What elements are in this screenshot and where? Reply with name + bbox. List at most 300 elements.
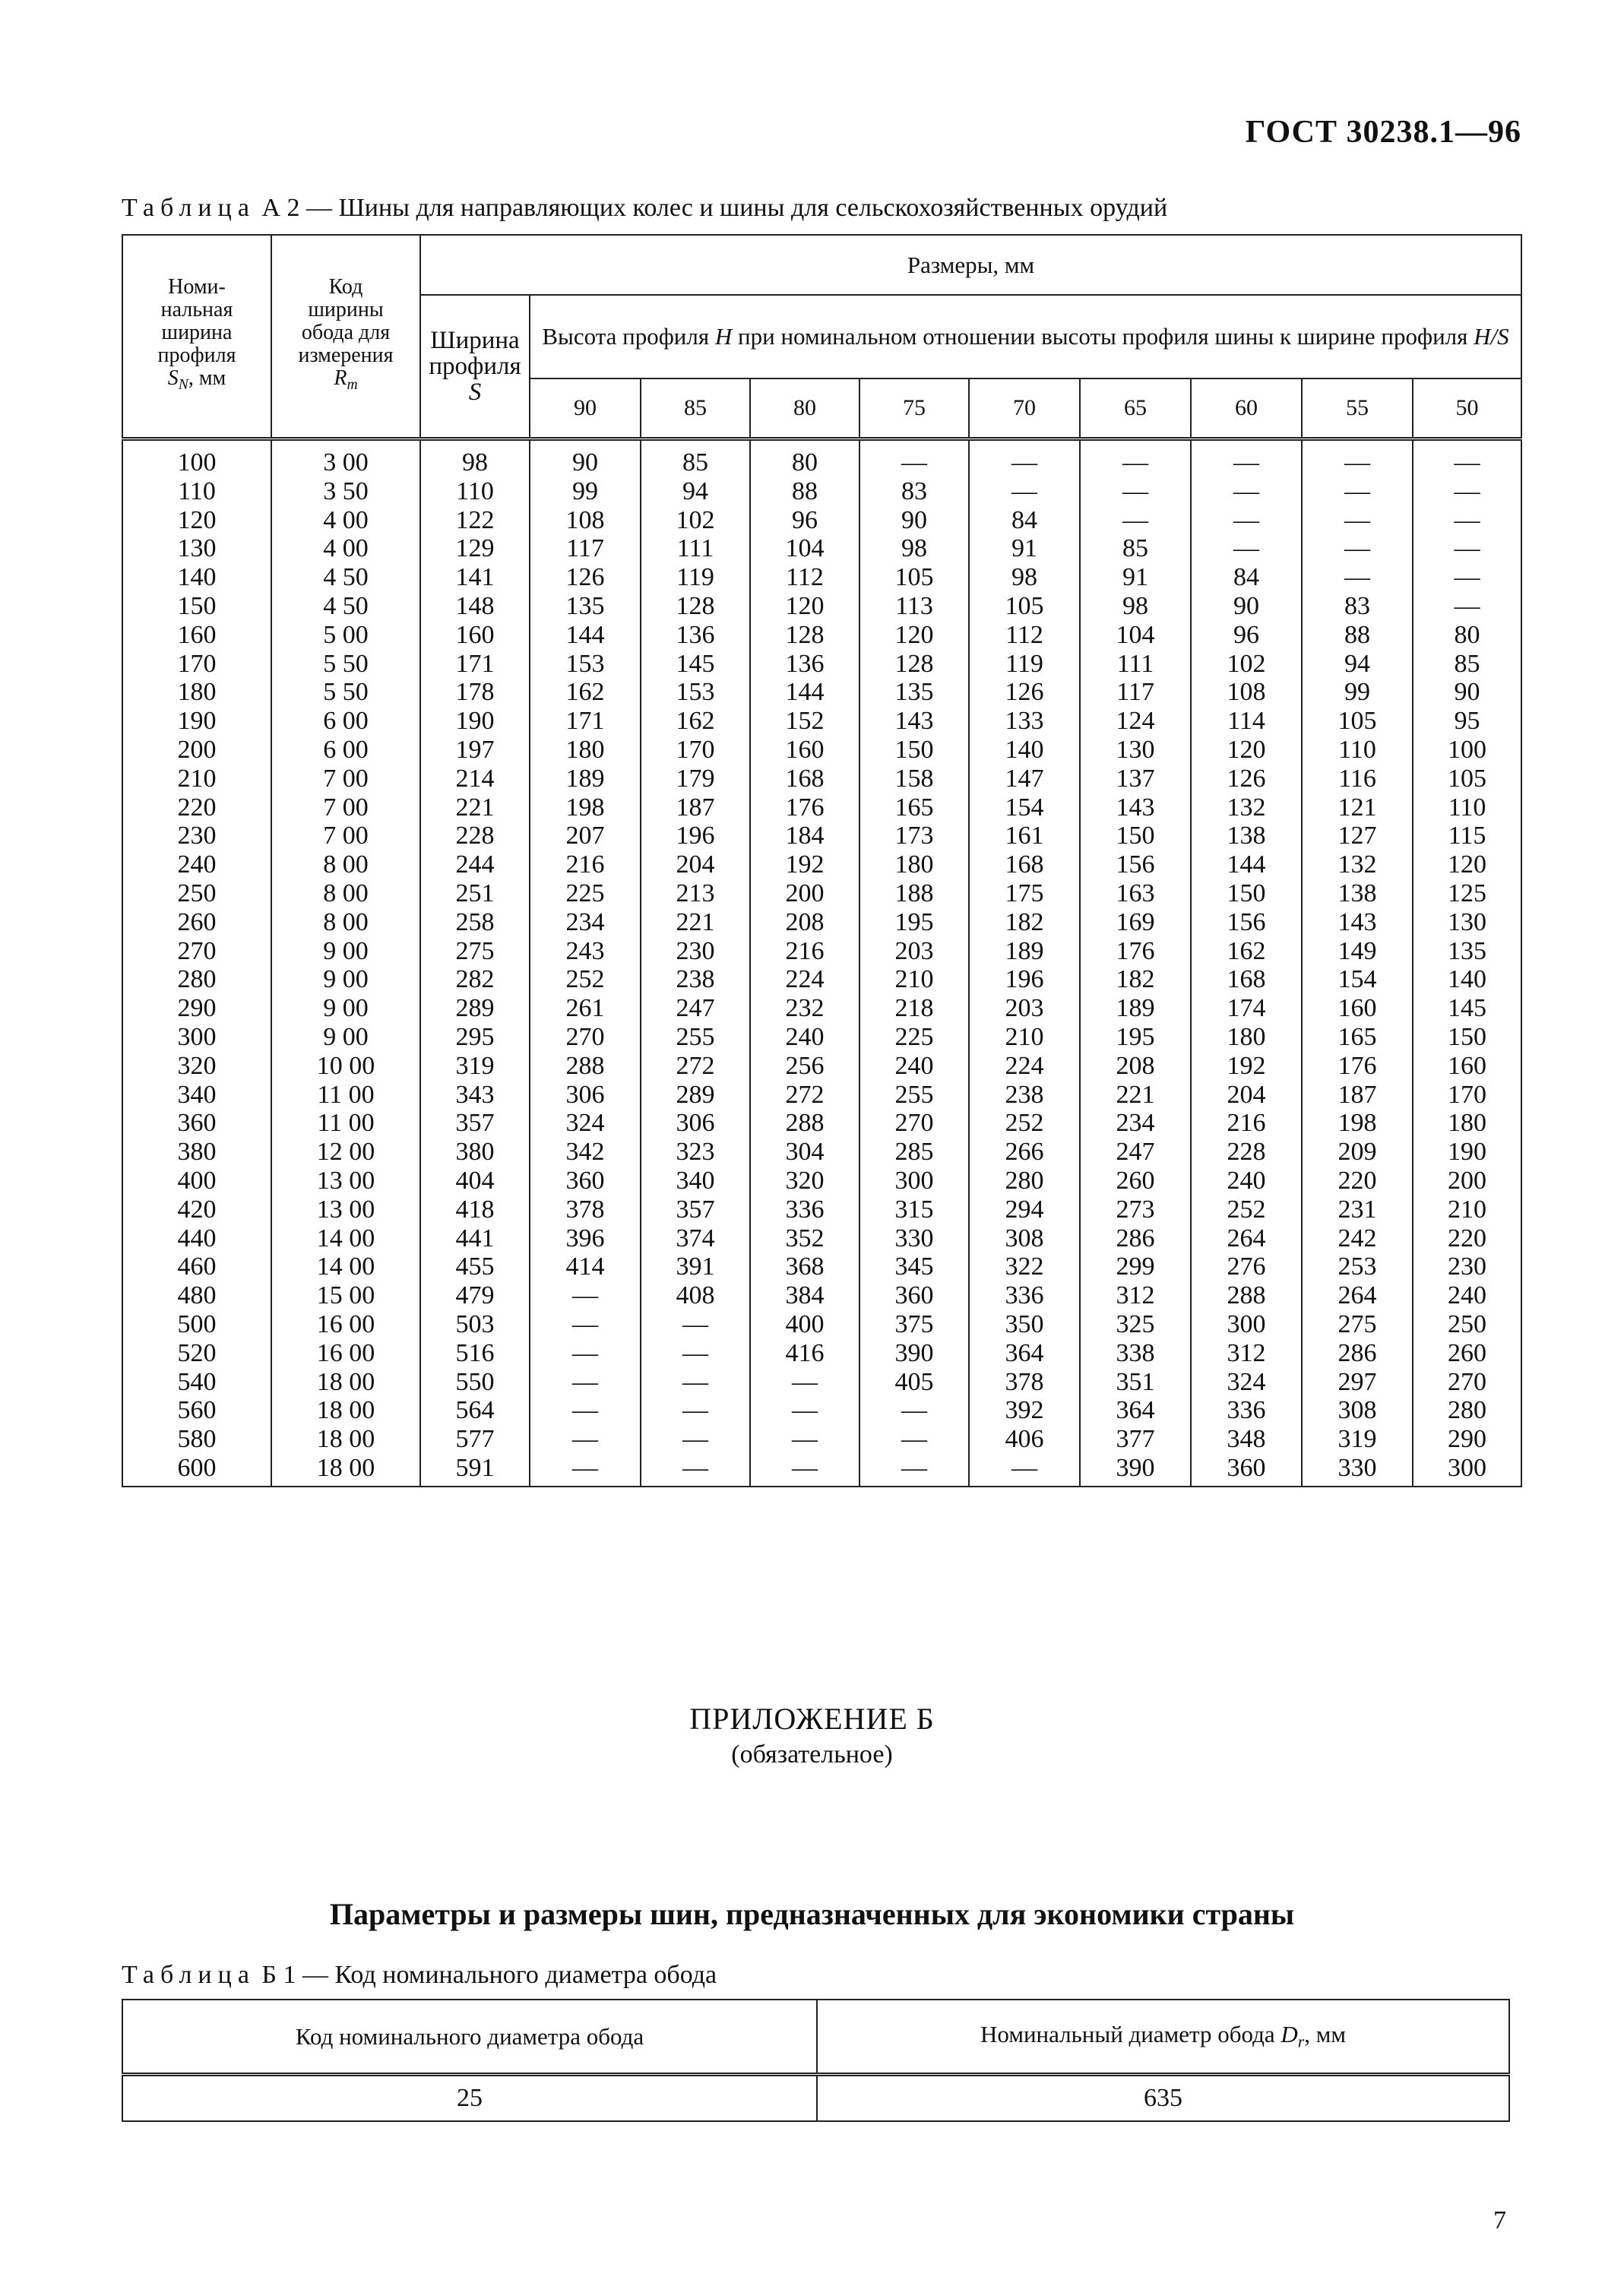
table-cell: 105 — [1302, 707, 1413, 736]
table-cell: 80 — [750, 439, 859, 477]
table-cell: 208 — [1080, 1052, 1191, 1081]
table-cell: 392 — [969, 1396, 1080, 1425]
table-cell: 360 — [1191, 1454, 1302, 1487]
table-cell: 228 — [420, 822, 530, 850]
table-cell: 520 — [122, 1339, 271, 1368]
table-cell: 143 — [1302, 908, 1413, 937]
table-cell: 163 — [1080, 879, 1191, 908]
subscript-m: m — [347, 376, 358, 393]
table-cell: 324 — [530, 1109, 641, 1138]
table-cell: 9 00 — [271, 937, 420, 966]
table-cell: 230 — [122, 822, 271, 850]
table-cell: 190 — [420, 707, 530, 736]
table-cell: 266 — [969, 1138, 1080, 1167]
table-cell: 577 — [420, 1425, 530, 1454]
table-cell: 378 — [530, 1195, 641, 1224]
table-cell: 110 — [1413, 793, 1521, 822]
table-cell: 90 — [859, 506, 969, 535]
table-cell: 8 00 — [271, 850, 420, 879]
table-cell: 154 — [1302, 965, 1413, 994]
table-cell: — — [1413, 534, 1521, 563]
table-cell: 244 — [420, 850, 530, 879]
table-cell: 300 — [1413, 1454, 1521, 1487]
table-cell: 161 — [969, 822, 1080, 850]
table-cell: 336 — [1191, 1396, 1302, 1425]
table-cell: 128 — [750, 621, 859, 650]
table-cell: 150 — [1080, 822, 1191, 850]
table-cell: 315 — [859, 1195, 969, 1224]
table-cell: 115 — [1413, 822, 1521, 850]
table-cell: 290 — [122, 994, 271, 1023]
table-cell: 182 — [1080, 965, 1191, 994]
table-cell: 147 — [969, 765, 1080, 793]
table-cell: 336 — [969, 1281, 1080, 1310]
table-cell: 11 00 — [271, 1081, 420, 1110]
table-cell: 360 — [530, 1167, 641, 1195]
table-row — [122, 1252, 1521, 1281]
page-number: 7 — [1493, 2206, 1506, 2234]
table-cell: 90 — [1191, 592, 1302, 621]
table-cell: 102 — [641, 506, 750, 535]
table-cell: 234 — [1080, 1109, 1191, 1138]
symbol-ratio: H/S — [1474, 323, 1509, 350]
table-cell: 197 — [420, 736, 530, 765]
table-cell: 368 — [750, 1252, 859, 1281]
table-cell: 479 — [420, 1281, 530, 1310]
table-cell: 330 — [1302, 1454, 1413, 1487]
table-cell: 9 00 — [271, 1023, 420, 1052]
table-cell: 150 — [122, 592, 271, 621]
appendix-title: ПРИЛОЖЕНИЕ Б — [689, 1702, 935, 1736]
table-row — [122, 822, 1521, 850]
table-row — [122, 1195, 1521, 1224]
table-row — [122, 477, 1521, 506]
table-cell: 83 — [1302, 592, 1413, 621]
table-cell: 158 — [859, 765, 969, 793]
table-cell: 8 00 — [271, 879, 420, 908]
table-cell: 221 — [1080, 1081, 1191, 1110]
table-cell: 7 00 — [271, 793, 420, 822]
section-title: Параметры и размеры шин, предназначенных для экономики страны — [329, 1897, 1295, 1931]
table-cell: 4 50 — [271, 592, 420, 621]
table-cell: 16 00 — [271, 1310, 420, 1339]
table-cell: 272 — [750, 1081, 859, 1110]
table-cell: 126 — [1191, 765, 1302, 793]
table-cell: 252 — [1191, 1195, 1302, 1224]
table-cell: 210 — [122, 765, 271, 793]
table-cell: 260 — [1413, 1339, 1521, 1368]
table-cell: 168 — [750, 765, 859, 793]
table-cell: 10 00 — [271, 1052, 420, 1081]
table-cell: 350 — [969, 1310, 1080, 1339]
table-cell: — — [969, 439, 1080, 477]
table-cell: — — [1413, 477, 1521, 506]
table-cell: 306 — [641, 1109, 750, 1138]
table-cell: 110 — [1302, 736, 1413, 765]
table-cell: 250 — [1413, 1310, 1521, 1339]
table-cell: 247 — [1080, 1138, 1191, 1167]
table-cell: 216 — [750, 937, 859, 966]
table-cell: 104 — [750, 534, 859, 563]
table-cell: — — [750, 1396, 859, 1425]
table-cell: 272 — [641, 1052, 750, 1081]
table-cell: — — [530, 1339, 641, 1368]
table-cell: 119 — [641, 563, 750, 592]
table-cell: 132 — [1191, 793, 1302, 822]
table-cell: 340 — [641, 1167, 750, 1195]
table-cell: 273 — [1080, 1195, 1191, 1224]
table-cell: 261 — [530, 994, 641, 1023]
table-row — [122, 1224, 1521, 1253]
header-rim-diameter — [817, 2000, 1509, 2075]
table-cell: 319 — [1302, 1425, 1413, 1454]
table-cell: 280 — [1413, 1396, 1521, 1425]
table-cell: 144 — [750, 678, 859, 707]
table-cell: 85 — [641, 439, 750, 477]
table-cell: 144 — [530, 621, 641, 650]
table-cell: 112 — [750, 563, 859, 592]
table-cell: 98 — [420, 439, 530, 477]
table-cell: — — [641, 1368, 750, 1397]
table-cell: 408 — [641, 1281, 750, 1310]
table-cell: — — [859, 439, 969, 477]
table-cell: 120 — [122, 506, 271, 535]
table-cell: 90 — [530, 439, 641, 477]
table-cell: 560 — [122, 1396, 271, 1425]
table-cell: 312 — [1080, 1281, 1191, 1310]
table-cell: — — [859, 1454, 969, 1487]
ratio-header-cell: 55 — [1302, 378, 1413, 439]
table-row — [122, 506, 1521, 535]
table-cell: 255 — [859, 1081, 969, 1110]
table-cell: 253 — [1302, 1252, 1413, 1281]
header-rim-diameter-code: Код номинального диаметра обода — [122, 2000, 817, 2075]
table-cell: — — [530, 1368, 641, 1397]
table-cell: 176 — [750, 793, 859, 822]
table-cell: 160 — [1302, 994, 1413, 1023]
table-cell: 320 — [122, 1052, 271, 1081]
table-cell: — — [969, 477, 1080, 506]
table-cell: 192 — [750, 850, 859, 879]
table-cell: 240 — [122, 850, 271, 879]
table-cell: 230 — [1413, 1252, 1521, 1281]
table-cell: 250 — [122, 879, 271, 908]
table-cell: 90 — [1413, 678, 1521, 707]
table-cell: 228 — [1191, 1138, 1302, 1167]
table-row — [122, 937, 1521, 966]
table-cell: 150 — [1413, 1023, 1521, 1052]
subscript-r: r — [1297, 2032, 1305, 2051]
table-cell: 88 — [1302, 621, 1413, 650]
table-a2 — [122, 234, 1522, 1487]
table-cell: 225 — [530, 879, 641, 908]
table-cell: — — [1080, 439, 1191, 477]
table-cell: 128 — [859, 650, 969, 679]
table-cell: 145 — [1413, 994, 1521, 1023]
header-rim-code — [271, 235, 420, 439]
table-cell: 210 — [969, 1023, 1080, 1052]
ratio-header-cell: 60 — [1191, 378, 1302, 439]
table-cell: 260 — [1080, 1167, 1191, 1195]
table-row — [122, 650, 1521, 679]
table-cell: 405 — [859, 1368, 969, 1397]
table-cell: 180 — [859, 850, 969, 879]
table-b1-caption-label: Таблица — [122, 1961, 255, 1989]
table-cell: 180 — [530, 736, 641, 765]
table-cell: 120 — [1413, 850, 1521, 879]
table-cell: 289 — [641, 1081, 750, 1110]
table-cell: 119 — [969, 650, 1080, 679]
symbol-r: R — [334, 366, 347, 391]
table-cell: — — [1302, 506, 1413, 535]
table-cell: 104 — [1080, 621, 1191, 650]
table-cell: 143 — [1080, 793, 1191, 822]
table-cell: — — [1191, 506, 1302, 535]
table-cell: 154 — [969, 793, 1080, 822]
table-cell: 300 — [859, 1167, 969, 1195]
table-row — [122, 994, 1521, 1023]
table-cell: 168 — [969, 850, 1080, 879]
table-row — [122, 765, 1521, 793]
table-cell: 285 — [859, 1138, 969, 1167]
table-cell: — — [1413, 439, 1521, 477]
table-cell: 4 50 — [271, 563, 420, 592]
table-cell: 306 — [530, 1081, 641, 1110]
table-cell: — — [1302, 477, 1413, 506]
table-cell: 140 — [969, 736, 1080, 765]
table-cell: 319 — [420, 1052, 530, 1081]
table-cell: 184 — [750, 822, 859, 850]
table-cell: 294 — [969, 1195, 1080, 1224]
table-cell: 178 — [420, 678, 530, 707]
table-cell: 275 — [1302, 1310, 1413, 1339]
table-cell: 180 — [122, 678, 271, 707]
table-cell: 282 — [420, 965, 530, 994]
table-cell: 170 — [122, 650, 271, 679]
table-cell: 225 — [859, 1023, 969, 1052]
table-cell: 390 — [1080, 1454, 1191, 1487]
table-cell: 9 00 — [271, 994, 420, 1023]
table-b1-caption-text: Б 1 — Код номинального диаметра обода — [261, 1961, 717, 1989]
table-cell: 304 — [750, 1138, 859, 1167]
table-cell: 323 — [641, 1138, 750, 1167]
table-cell: — — [969, 1454, 1080, 1487]
table-cell: 210 — [859, 965, 969, 994]
table-cell: 162 — [641, 707, 750, 736]
table-cell: 312 — [1191, 1339, 1302, 1368]
table-cell: 9 00 — [271, 965, 420, 994]
table-cell: 516 — [420, 1339, 530, 1368]
table-cell: 200 — [1413, 1167, 1521, 1195]
table-cell: 160 — [122, 621, 271, 650]
table-cell: 240 — [859, 1052, 969, 1081]
table-cell: 203 — [969, 994, 1080, 1023]
table-cell: 330 — [859, 1224, 969, 1253]
table-cell: 396 — [530, 1224, 641, 1253]
table-cell: 133 — [969, 707, 1080, 736]
table-cell: 264 — [1302, 1281, 1413, 1310]
table-cell: — — [641, 1310, 750, 1339]
table-row — [122, 678, 1521, 707]
table-cell: — — [530, 1396, 641, 1425]
table-cell: 117 — [530, 534, 641, 563]
table-cell: 390 — [859, 1339, 969, 1368]
table-row — [122, 1138, 1521, 1167]
header-text: Высота профиля — [542, 323, 715, 350]
table-cell: — — [1413, 592, 1521, 621]
table-row — [122, 1167, 1521, 1195]
header-dimensions: Размеры, мм — [420, 235, 1521, 295]
table-cell: 258 — [420, 908, 530, 937]
table-cell: 150 — [1191, 879, 1302, 908]
table-cell: 348 — [1191, 1425, 1302, 1454]
table-cell: 160 — [420, 621, 530, 650]
table-cell: — — [1413, 506, 1521, 535]
table-cell: 176 — [1302, 1052, 1413, 1081]
symbol-s: S — [167, 366, 179, 391]
table-cell: 143 — [859, 707, 969, 736]
table-cell: 153 — [530, 650, 641, 679]
table-cell: 121 — [1302, 793, 1413, 822]
table-cell: 210 — [1413, 1195, 1521, 1224]
table-cell: 187 — [641, 793, 750, 822]
table-cell: 180 — [1413, 1109, 1521, 1138]
table-a2-body — [122, 439, 1521, 1487]
table-cell: 176 — [1080, 937, 1191, 966]
table-cell: 100 — [1413, 736, 1521, 765]
table-cell: 110 — [420, 477, 530, 506]
table-cell: 564 — [420, 1396, 530, 1425]
table-cell: 276 — [1191, 1252, 1302, 1281]
table-cell: 198 — [530, 793, 641, 822]
table-cell: 360 — [122, 1109, 271, 1138]
table-cell: 14 00 — [271, 1252, 420, 1281]
table-cell: 95 — [1413, 707, 1521, 736]
table-cell: 96 — [750, 506, 859, 535]
table-cell: 216 — [1191, 1109, 1302, 1138]
table-cell: 126 — [530, 563, 641, 592]
table-cell: — — [1302, 439, 1413, 477]
header-line: Номи- — [168, 275, 226, 299]
table-cell: 204 — [641, 850, 750, 879]
table-cell: 138 — [1191, 822, 1302, 850]
table-cell: 145 — [641, 650, 750, 679]
table-cell: 140 — [1413, 965, 1521, 994]
table-cell: 7 00 — [271, 765, 420, 793]
ratio-header-cell: 50 — [1413, 378, 1521, 439]
table-cell: 204 — [1191, 1081, 1302, 1110]
table-cell: — — [1302, 563, 1413, 592]
table-row — [122, 1281, 1521, 1310]
table-cell: 94 — [1302, 650, 1413, 679]
table-cell: 351 — [1080, 1368, 1191, 1397]
table-cell: 91 — [1080, 563, 1191, 592]
header-section-width — [420, 295, 530, 439]
table-cell: 357 — [641, 1195, 750, 1224]
unit: , мм — [1304, 2021, 1346, 2048]
table-cell: 84 — [969, 506, 1080, 535]
table-cell: 135 — [859, 678, 969, 707]
table-cell: 156 — [1191, 908, 1302, 937]
table-cell: 238 — [641, 965, 750, 994]
table-cell: 175 — [969, 879, 1080, 908]
table-row — [122, 707, 1521, 736]
table-cell: 270 — [530, 1023, 641, 1052]
table-row — [122, 850, 1521, 879]
table-row — [122, 965, 1521, 994]
table-cell: 374 — [641, 1224, 750, 1253]
table-cell: 14 00 — [271, 1224, 420, 1253]
table-cell: 6 00 — [271, 736, 420, 765]
table-cell: 343 — [420, 1081, 530, 1110]
table-cell: 189 — [969, 937, 1080, 966]
table-cell: — — [750, 1425, 859, 1454]
table-cell: 231 — [1302, 1195, 1413, 1224]
table-cell: 18 00 — [271, 1368, 420, 1397]
header-text: Номинальный диаметр обода — [980, 2021, 1281, 2048]
table-cell: 7 00 — [271, 822, 420, 850]
table-cell: 600 — [122, 1454, 271, 1487]
table-cell: 132 — [1302, 850, 1413, 879]
table-cell: 213 — [641, 879, 750, 908]
table-cell: 85 — [1413, 650, 1521, 679]
table-cell: 18 00 — [271, 1396, 420, 1425]
table-a2-caption — [122, 194, 1167, 223]
table-cell: 295 — [420, 1023, 530, 1052]
table-cell: 275 — [420, 937, 530, 966]
table-cell: 400 — [750, 1310, 859, 1339]
table-row — [122, 621, 1521, 650]
table-cell: 322 — [969, 1252, 1080, 1281]
header-line: Ширина — [430, 327, 520, 354]
table-cell: 232 — [750, 994, 859, 1023]
table-cell: 404 — [420, 1167, 530, 1195]
table-row — [122, 1023, 1521, 1052]
header-nominal-width — [122, 235, 271, 439]
table-cell: 256 — [750, 1052, 859, 1081]
table-row — [122, 1109, 1521, 1138]
table-cell: 3 50 — [271, 477, 420, 506]
table-cell: — — [750, 1454, 859, 1487]
table-cell: 230 — [641, 937, 750, 966]
table-row — [122, 1368, 1521, 1397]
table-cell: — — [1080, 506, 1191, 535]
table-cell: 112 — [969, 621, 1080, 650]
table-cell: 160 — [750, 736, 859, 765]
table-cell: 126 — [969, 678, 1080, 707]
table-cell: 221 — [641, 908, 750, 937]
table-cell: 635 — [817, 2075, 1509, 2122]
table-cell: 252 — [969, 1109, 1080, 1138]
table-cell: 120 — [859, 621, 969, 650]
table-cell: 240 — [750, 1023, 859, 1052]
table-cell: 300 — [122, 1023, 271, 1052]
table-cell: 375 — [859, 1310, 969, 1339]
table-cell: 100 — [122, 439, 271, 477]
table-cell: 135 — [1413, 937, 1521, 966]
table-cell: 340 — [122, 1081, 271, 1110]
table-cell: 221 — [420, 793, 530, 822]
ratio-header-cell: 70 — [969, 378, 1080, 439]
table-cell: 220 — [1302, 1167, 1413, 1195]
table-cell: 3 00 — [271, 439, 420, 477]
table-cell: 6 00 — [271, 707, 420, 736]
header-line: Код — [328, 275, 363, 299]
table-cell: 550 — [420, 1368, 530, 1397]
table-cell: — — [641, 1425, 750, 1454]
table-cell: 99 — [530, 477, 641, 506]
table-cell: 136 — [750, 650, 859, 679]
